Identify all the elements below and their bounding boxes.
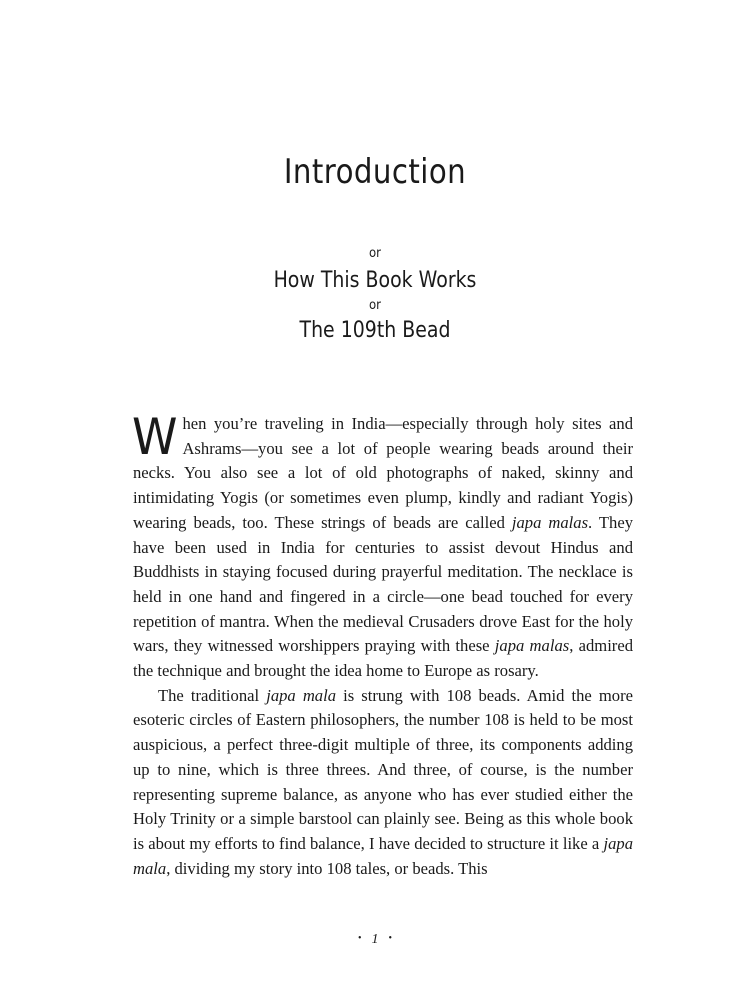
paragraph-1-text-3: , admired the technique and brought the idea home to Europe as rosary. [133,636,633,681]
subtitle-how-this-book-works: How This Book Works [273,268,477,293]
chapter-subtitles [0,244,750,346]
drop-cap: W [132,408,178,466]
paragraph-1-italic-1: japa malas [511,512,589,532]
paragraph-2 [133,684,633,882]
body-text [132,408,634,881]
page-footer [0,932,750,948]
paragraph-1-text-1: hen you’re traveling in India—especially through holy sites and Ashrams—you see a lot of people wearing beads around their necks. You also see a lot of old photographs of naked, skinny and intimidating Yogis (or sometimes even plump, kindly and radiant Yogis) wearing beads, too. These strings of beads are called [133,414,633,532]
folio-ornament-left: • [357,933,362,944]
paragraph-1-text-2: . They have been used in India for centuries to assist devout Hindus and Buddhists in staying focused during prayerful meditation. The necklace is held in one hand and fingered in a circle—one bead touched for every repetition of mantra. When the medieval Crusaders drove East for the holy wars, they witnessed worshippers praying with these [133,512,634,656]
subtitle-or-1: or [369,246,381,261]
paragraph-2-text-3: , dividing my story into 108 tales, or beads. This [166,858,488,878]
subtitle-109th-bead: The 109th Bead [299,318,451,343]
paragraph-2-text-1: The traditional [158,685,267,705]
paragraph-1-italic-2: japa malas [494,636,570,656]
page-number: 1 [371,932,379,947]
paragraph-2-italic-2: japa mala [133,833,633,878]
chapter-title: Introduction [283,152,467,192]
paragraph-2-text-2: is strung with 108 beads. Amid the more esoteric circles of Eastern philosophers, the number 108 is held to be most auspicious, a perfect three-digit multiple of three, its components adding up to nine, which is three threes. And three, of course, is the number representing supreme balance, as anyone who has ever studied either the Holy Trinity or a simple barstool can plainly see. Being as this whole book is about my efforts to find balance, I have decided to structure it like a [133,685,633,853]
paragraph-2-italic-1: japa mala [266,685,337,705]
folio-ornament-right: • [388,933,393,944]
paragraph-1 [132,408,634,684]
subtitle-or-2: or [369,298,381,313]
